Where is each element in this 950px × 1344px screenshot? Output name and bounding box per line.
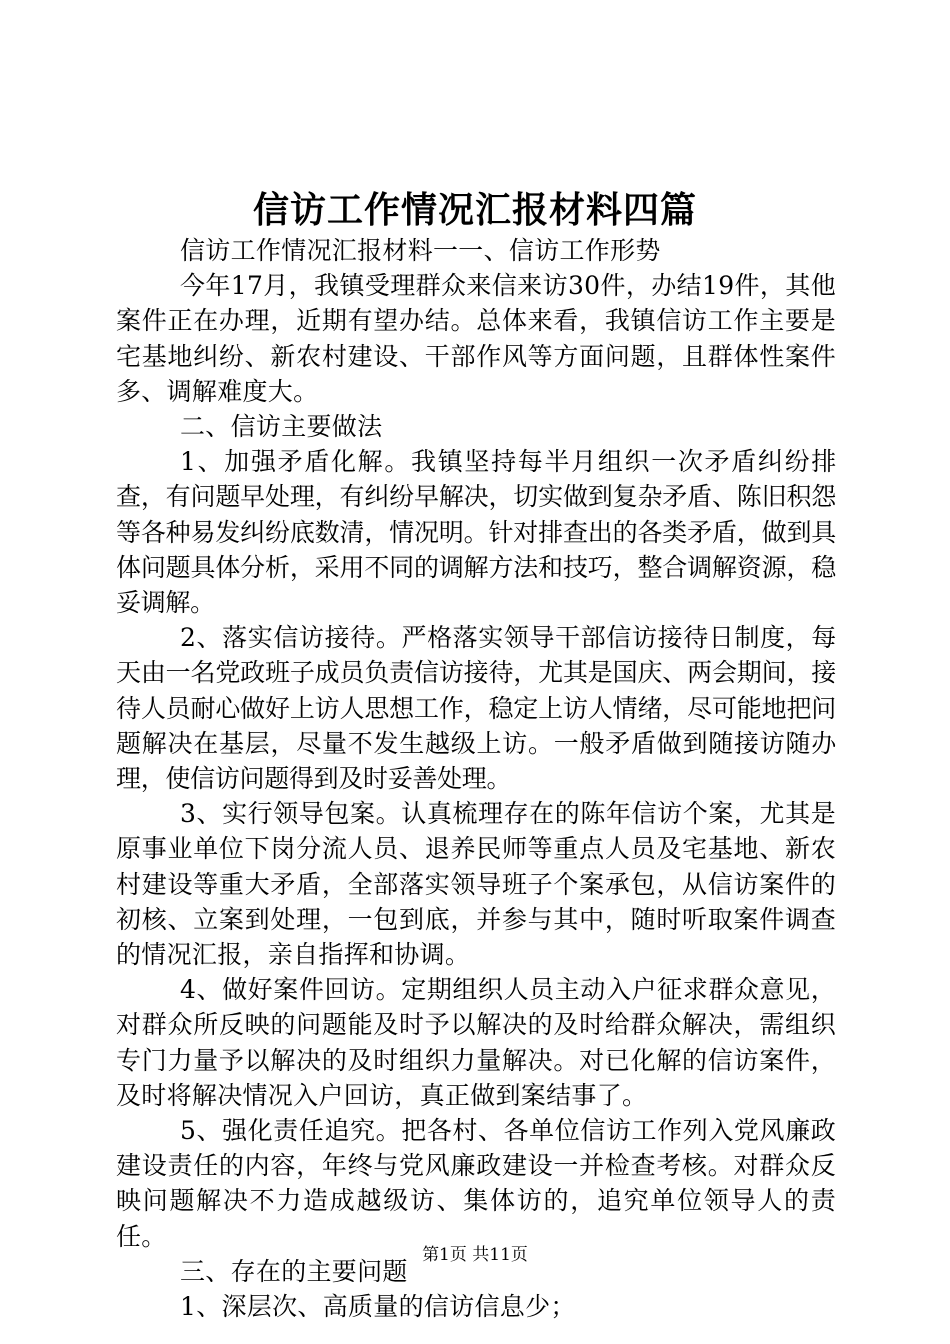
page-number-footer: 第1页 共11页	[422, 1245, 528, 1265]
paragraph-intro: 信访工作情况汇报材料一一、信访工作形势	[180, 236, 661, 265]
heading-main-practices: 二、信访主要做法	[180, 412, 383, 442]
paragraph-practice-5: 5、强化责任追究。把各村、各单位信访工作列入党风廉政建设责任的内容，年终与党风廉政建设一并检查考核。对群众反映问题解决不力造成越级访、集体访的，追究单位领导人的责任。	[116, 1116, 836, 1251]
document-title: 信访工作情况汇报材料四篇	[252, 189, 697, 231]
paragraph-practice-4: 4、做好案件回访。定期组织人员主动入户征求群众意见，对群众所反映的问题能及时予以解决的及时给群众解决，需组织专门力量予以解决的及时组织力量解决。对已化解的信访案件，及时将解决情况入户回访，真正做到案结事了。	[116, 975, 836, 1110]
paragraph-problem-1: 1、深层次、高质量的信访信息少；	[180, 1292, 576, 1322]
paragraph-situation: 今年17月，我镇受理群众来信来访30件，办结19件，其他案件正在办理，近期有望办结。总体来看，我镇信访工作主要是宅基地纠纷、新农村建设、干部作风等方面问题，且群体性案件多、调解难度大。	[116, 271, 836, 406]
paragraph-practice-1: 1、加强矛盾化解。我镇坚持每半月组织一次矛盾纠纷排查，有问题早处理，有纠纷早解决，切实做到复杂矛盾、陈旧积怨等各种易发纠纷底数清，情况明。针对排查出的各类矛盾，做到具体问题具体分析，采用不同的调解方法和技巧，整合调解资源，稳妥调解。	[116, 447, 836, 618]
paragraph-practice-2: 2、落实信访接待。严格落实领导干部信访接待日制度，每天由一名党政班子成员负责信访接待，尤其是国庆、两会期间，接待人员耐心做好上访人思想工作，稳定上访人情绪，尽可能地把问题解决在基层，尽量不发生越级上访。一般矛盾做到随接访随办理，使信访问题得到及时妥善处理。	[116, 623, 836, 794]
heading-main-problems: 三、存在的主要问题	[180, 1256, 408, 1286]
document-body	[116, 233, 836, 1324]
paragraph-practice-3: 3、实行领导包案。认真梳理存在的陈年信访个案，尤其是原事业单位下岗分流人员、退养民师等重点人员及宅基地、新农村建设等重大矛盾，全部落实领导班子个案承包，从信访案件的初核、立案到处理，一包到底，并参与其中，随时听取案件调查的情况汇报，亲自指挥和协调。	[116, 799, 836, 970]
